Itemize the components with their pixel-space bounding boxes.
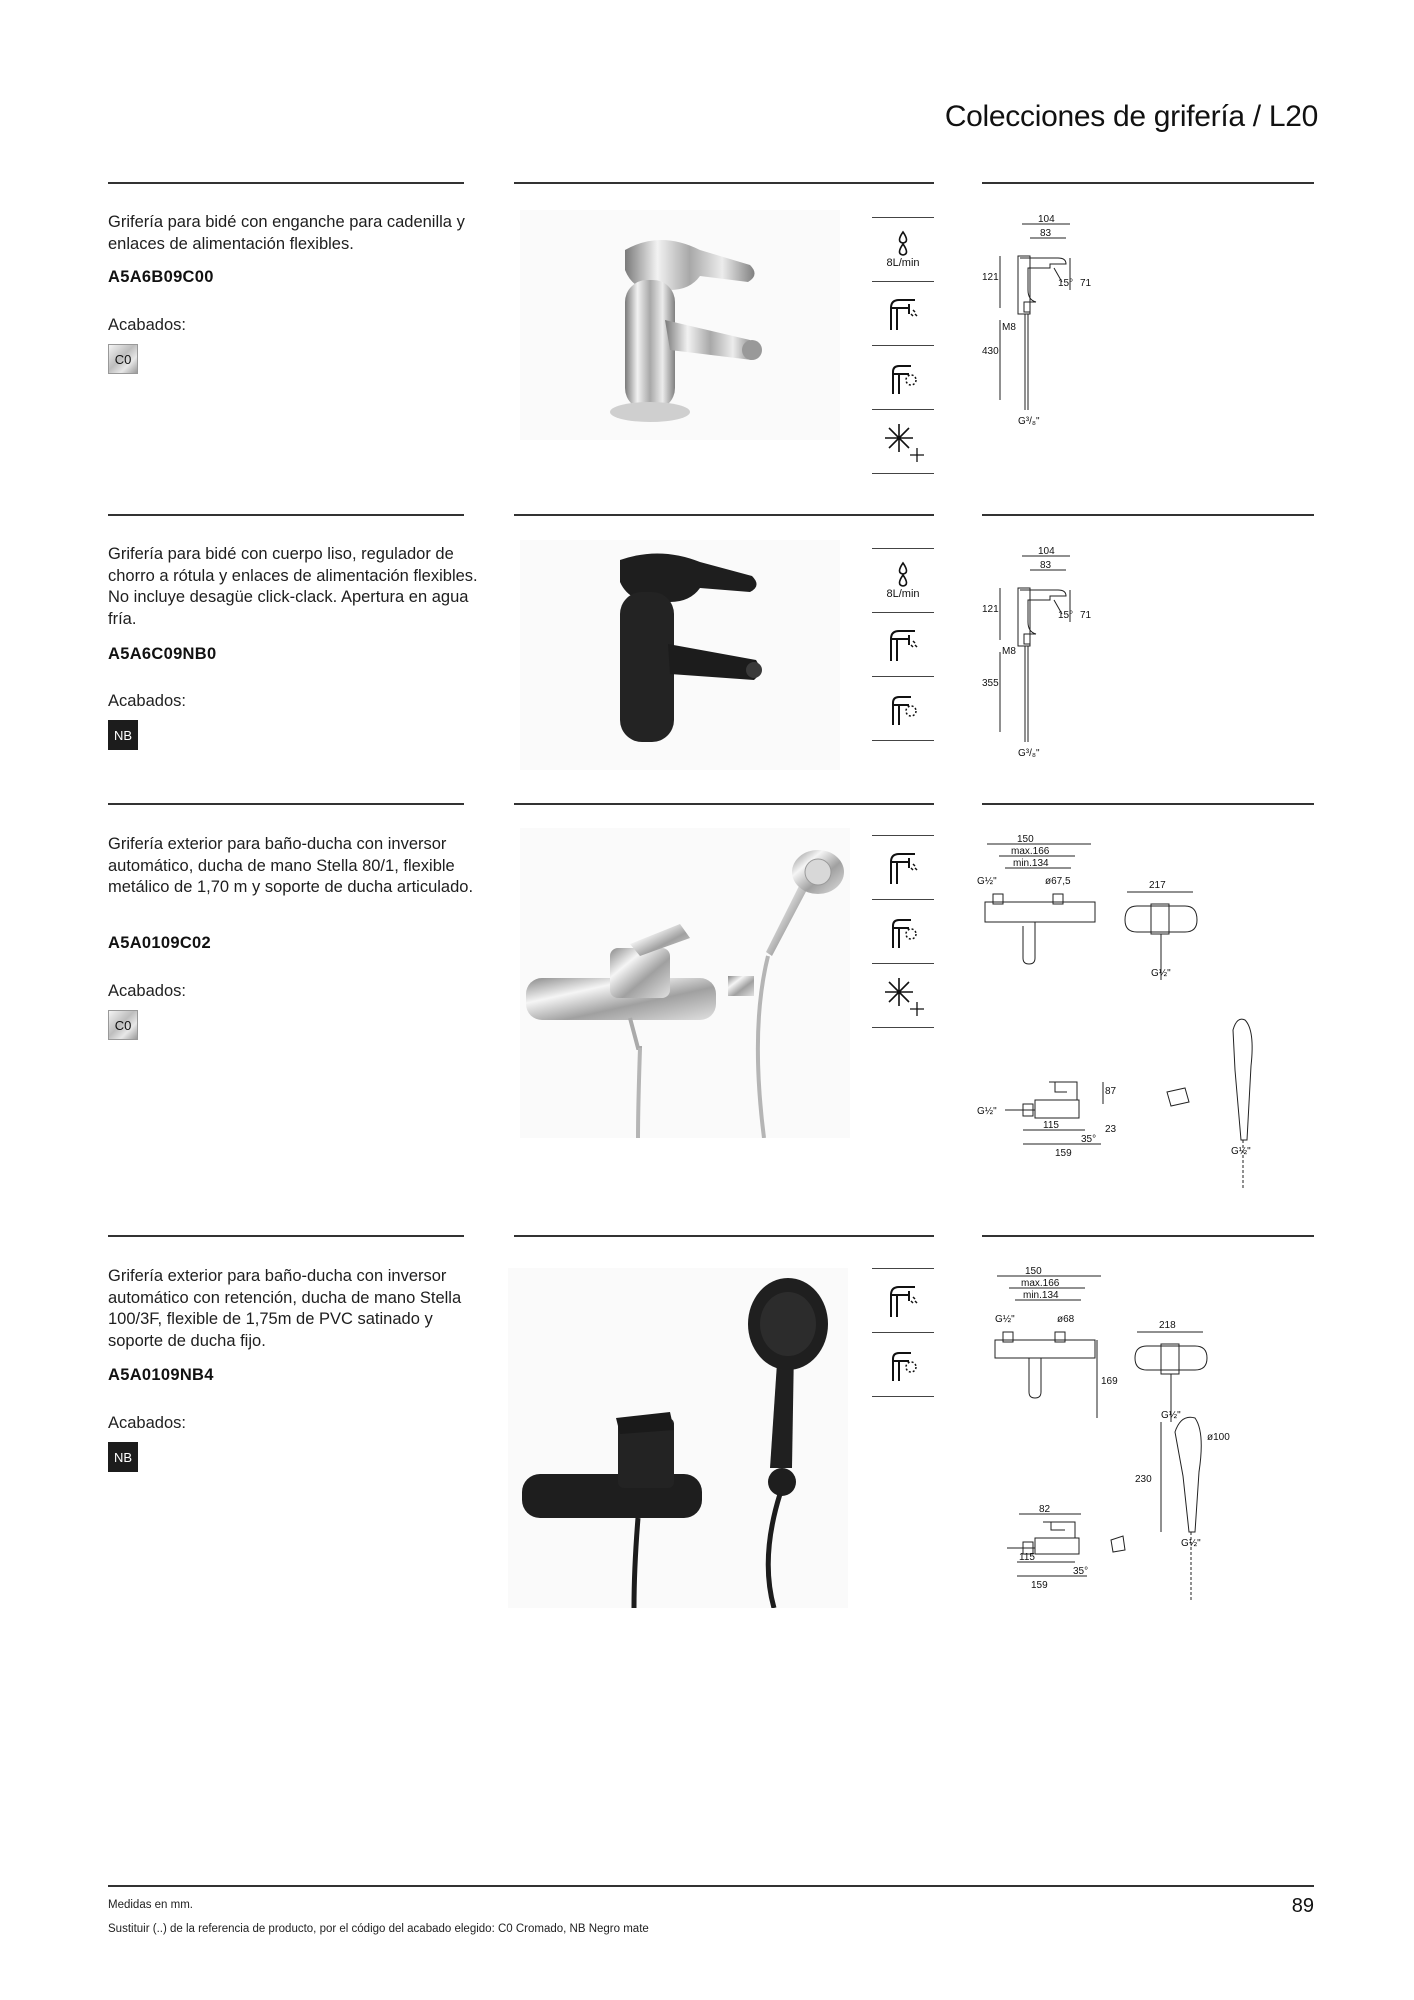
svg-text:430: 430 [982, 346, 999, 357]
svg-text:83: 83 [1040, 228, 1052, 239]
technical-drawing-bidet [980, 542, 1140, 762]
divider [982, 803, 1314, 805]
product-code: A5A0109NB4 [108, 1366, 214, 1384]
flow-rate: 8L/min [886, 257, 920, 269]
technical-drawing-bath-shower [975, 830, 1295, 1210]
divider [982, 1235, 1314, 1237]
svg-text:71: 71 [1080, 610, 1092, 621]
jet-regulator-icon [872, 1268, 934, 1332]
product-description: Grifería exterior para baño-ducha con inversor automático, ducha de mano Stella 80/1, flexible metálico de 1,70 m y soporte de ducha articulado. [108, 835, 474, 896]
finishes-label: Acabados: [108, 316, 186, 334]
divider [514, 1235, 934, 1237]
divider [108, 803, 464, 805]
water-flow-icon [872, 548, 934, 612]
product-photo-bath-shower-black [508, 1268, 848, 1608]
sparkle-finish-icon [872, 963, 934, 1028]
cold-opening-icon [872, 345, 934, 409]
cold-opening-icon [872, 1332, 934, 1397]
flow-rate: 8L/min [886, 588, 920, 600]
features-icons [872, 548, 934, 741]
svg-text:217: 217 [1149, 880, 1166, 891]
svg-text:max.166: max.166 [1021, 1278, 1060, 1289]
svg-text:M8: M8 [1002, 646, 1016, 657]
cold-opening-icon [872, 899, 934, 963]
product-photo-bath-shower-chrome [520, 828, 850, 1138]
footer-divider [108, 1885, 1314, 1887]
svg-text:G½": G½" [1231, 1146, 1251, 1157]
product-code: A5A0109C02 [108, 934, 211, 952]
product-photo-bidet-black [520, 540, 840, 770]
technical-drawing-bath-shower [985, 1262, 1305, 1622]
svg-text:150: 150 [1017, 834, 1034, 845]
svg-text:G³/₈": G³/₈" [1018, 748, 1040, 759]
svg-text:23: 23 [1105, 1124, 1117, 1135]
product-description: Grifería para bidé con enganche para cadenilla y enlaces de alimentación flexibles. [108, 213, 465, 253]
divider [982, 514, 1314, 516]
svg-text:M8: M8 [1002, 322, 1016, 333]
svg-text:G½": G½" [1161, 1410, 1181, 1421]
svg-text:15°: 15° [1058, 610, 1074, 621]
svg-text:355: 355 [982, 678, 999, 689]
svg-text:115: 115 [1043, 1120, 1059, 1131]
svg-text:G½": G½" [977, 1106, 997, 1117]
divider [982, 182, 1314, 184]
divider [108, 1235, 464, 1237]
product-description: Grifería exterior para baño-ducha con inversor automático con retención, ducha de mano Stella 100/3F, flexible de 1,75m de PVC satinado y soporte de ducha fijo. [108, 1267, 462, 1350]
divider [514, 514, 934, 516]
footer-note-finish-codes: Sustituir (..) de la referencia de producto, por el código del acabado elegido: C0 Cromado, NB Negro mate [108, 1923, 649, 1935]
svg-text:121: 121 [982, 604, 999, 615]
svg-text:230: 230 [1135, 1474, 1152, 1485]
features-icons [872, 835, 934, 1028]
svg-text:104: 104 [1038, 214, 1055, 225]
finishes-label: Acabados: [108, 1414, 186, 1432]
svg-text:35°: 35° [1073, 1566, 1089, 1577]
finish-swatch-black: NB [108, 1442, 138, 1472]
jet-regulator-icon [872, 835, 934, 899]
svg-text:121: 121 [982, 272, 999, 283]
water-flow-icon [872, 217, 934, 281]
finishes-label: Acabados: [108, 692, 186, 710]
svg-text:max.166: max.166 [1011, 846, 1050, 857]
svg-text:G½": G½" [977, 876, 997, 887]
svg-text:G½": G½" [1151, 968, 1171, 979]
svg-text:min.134: min.134 [1023, 1290, 1059, 1301]
svg-text:G³/₈": G³/₈" [1018, 416, 1040, 427]
svg-text:82: 82 [1039, 1504, 1051, 1515]
svg-text:159: 159 [1031, 1580, 1048, 1591]
page-title: Colecciones de grifería / L20 [944, 100, 1318, 133]
svg-text:ø67,5: ø67,5 [1045, 876, 1071, 887]
svg-text:G½": G½" [995, 1314, 1015, 1325]
product-code: A5A6C09NB0 [108, 645, 217, 663]
svg-text:ø68: ø68 [1057, 1314, 1075, 1325]
svg-text:115: 115 [1019, 1552, 1035, 1563]
jet-regulator-icon [872, 281, 934, 345]
svg-text:35°: 35° [1081, 1134, 1097, 1145]
svg-text:150: 150 [1025, 1266, 1042, 1277]
technical-drawing-bidet [980, 210, 1140, 430]
cold-opening-icon [872, 676, 934, 741]
svg-text:71: 71 [1080, 278, 1092, 289]
finish-swatch-chrome: C0 [108, 344, 138, 374]
finish-swatch-chrome: C0 [108, 1010, 138, 1040]
sparkle-finish-icon [872, 409, 934, 474]
product-photo-bidet-chrome [520, 210, 840, 440]
features-icons [872, 1268, 934, 1397]
svg-text:159: 159 [1055, 1148, 1072, 1159]
divider [514, 182, 934, 184]
product-code: A5A6B09C00 [108, 268, 214, 286]
svg-text:169: 169 [1101, 1376, 1118, 1387]
svg-text:104: 104 [1038, 546, 1055, 557]
svg-text:15°: 15° [1058, 278, 1074, 289]
features-icons [872, 217, 934, 474]
divider [108, 514, 464, 516]
svg-text:87: 87 [1105, 1086, 1117, 1097]
page-number: 89 [1291, 1895, 1314, 1917]
svg-text:ø100: ø100 [1207, 1432, 1230, 1443]
jet-regulator-icon [872, 612, 934, 676]
svg-text:min.134: min.134 [1013, 858, 1049, 869]
footer-note-units: Medidas en mm. [108, 1899, 194, 1911]
svg-text:218: 218 [1159, 1320, 1176, 1331]
finishes-label: Acabados: [108, 982, 186, 1000]
svg-text:G½": G½" [1181, 1538, 1201, 1549]
svg-text:83: 83 [1040, 560, 1052, 571]
divider [514, 803, 934, 805]
divider [108, 182, 464, 184]
product-description: Grifería para bidé con cuerpo liso, regulador de chorro a rótula y enlaces de alimentación flexibles. No incluye desagüe click-clack. Apertura en agua fría. [108, 545, 478, 628]
finish-swatch-black: NB [108, 720, 138, 750]
